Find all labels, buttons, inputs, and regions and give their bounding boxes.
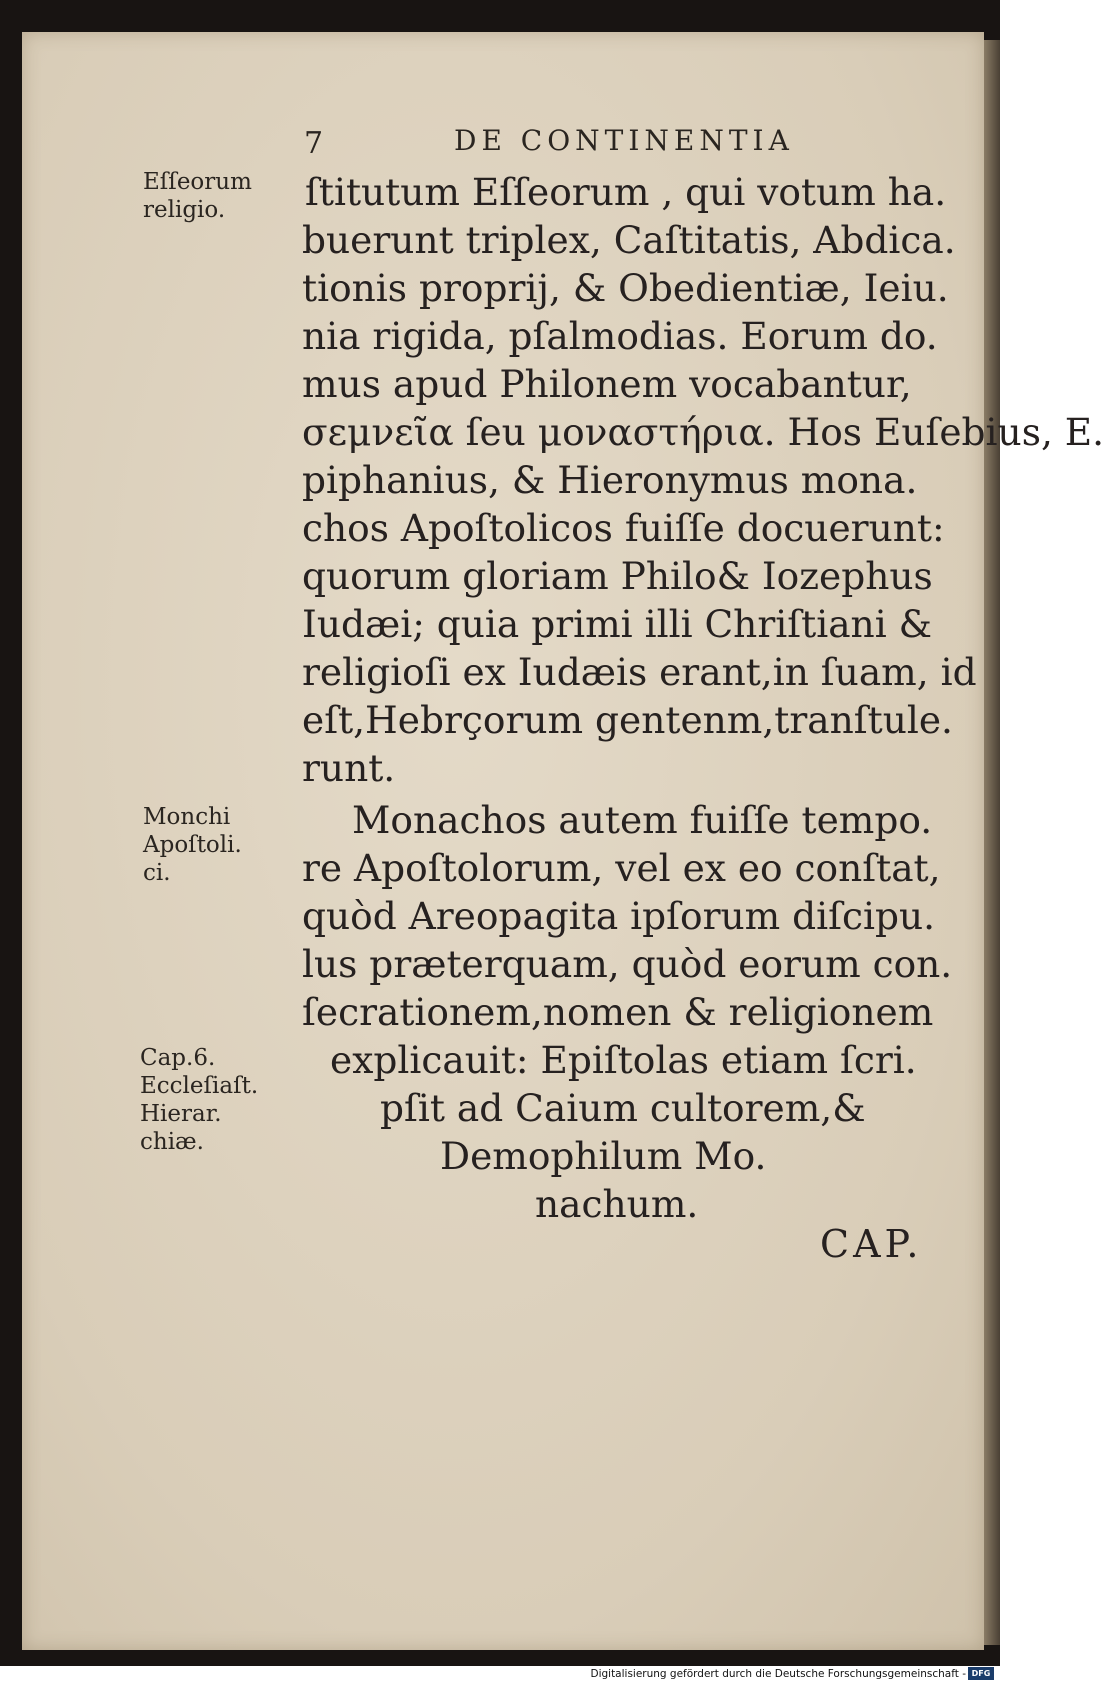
body-line: eſt,Hebrçorum gentenm,tranſtule. — [302, 698, 953, 742]
margin-note-line: religio. — [143, 197, 226, 223]
body-line: nachum. — [535, 1182, 699, 1226]
margin-note-line: Apoſtoli. — [143, 832, 242, 858]
page-number: 7 — [304, 126, 325, 161]
body-line: re Apoſtolorum, vel ex eo conſtat, — [302, 846, 941, 890]
margin-note-hierarchia — [140, 1044, 258, 1156]
book-edge — [984, 40, 1000, 1645]
margin-note-line: Cap.6. — [140, 1045, 216, 1071]
body-line: runt. — [302, 746, 396, 790]
catchword: CAP. — [820, 1222, 923, 1266]
body-line: Demophilum Mo. — [440, 1134, 767, 1178]
digitization-credit: Digitalisierung gefördert durch die Deutsche Forschungsgemeinschaft - — [590, 1668, 966, 1680]
body-line: σεμνεῖα ſeu μοναστήρια. Hos Euſebius, E. — [302, 410, 1104, 454]
dfg-logo: DFG — [968, 1667, 994, 1680]
body-line: religioſi ex Iudæis erant,in ſuam, id — [302, 650, 977, 694]
margin-note-line: ci. — [143, 860, 171, 886]
body-line: mus apud Philonem vocabantur, — [302, 362, 912, 406]
body-line: quòd Areopagita ipſorum diſcipu. — [302, 894, 936, 938]
margin-note-line: Eſſeorum — [143, 169, 252, 195]
margin-note-monachi — [143, 803, 242, 887]
body-line: Iudæi; quia primi illi Chriſtiani & — [302, 602, 932, 646]
body-line: buerunt triplex, Caſtitatis, Abdica. — [302, 218, 956, 262]
margin-note-line: chiæ. — [140, 1129, 204, 1155]
margin-note-line: Monchi — [143, 804, 231, 830]
margin-note-line: Eccleſiaſt. — [140, 1073, 259, 1099]
body-line: piphanius, & Hieronymus mona. — [302, 458, 918, 502]
body-line: lus præterquam, quòd eorum con. — [302, 942, 953, 986]
body-line: explicauit: Epiſtolas etiam ſcri. — [330, 1038, 917, 1082]
running-title: DE CONTINENTIA — [454, 124, 794, 157]
body-line: nia rigida, pſalmodias. Eorum do. — [302, 314, 938, 358]
body-line: ſecrationem,nomen & religionem — [302, 990, 934, 1034]
body-line: ſtitutum Eſſeorum , qui votum ha. — [305, 170, 947, 214]
body-line: tionis proprij, & Obedientiæ, Ieiu. — [302, 266, 949, 310]
body-line: chos Apoſtolicos fuiſſe docuerunt: — [302, 506, 945, 550]
body-line: Monachos autem fuiſſe tempo. — [352, 798, 933, 842]
body-line: quorum gloriam Philo& Iozephus — [302, 554, 933, 598]
body-line: pſit ad Caium cultorem,& — [380, 1086, 866, 1130]
margin-note-esseorum — [143, 168, 252, 224]
margin-note-line: Hierar. — [140, 1101, 222, 1127]
